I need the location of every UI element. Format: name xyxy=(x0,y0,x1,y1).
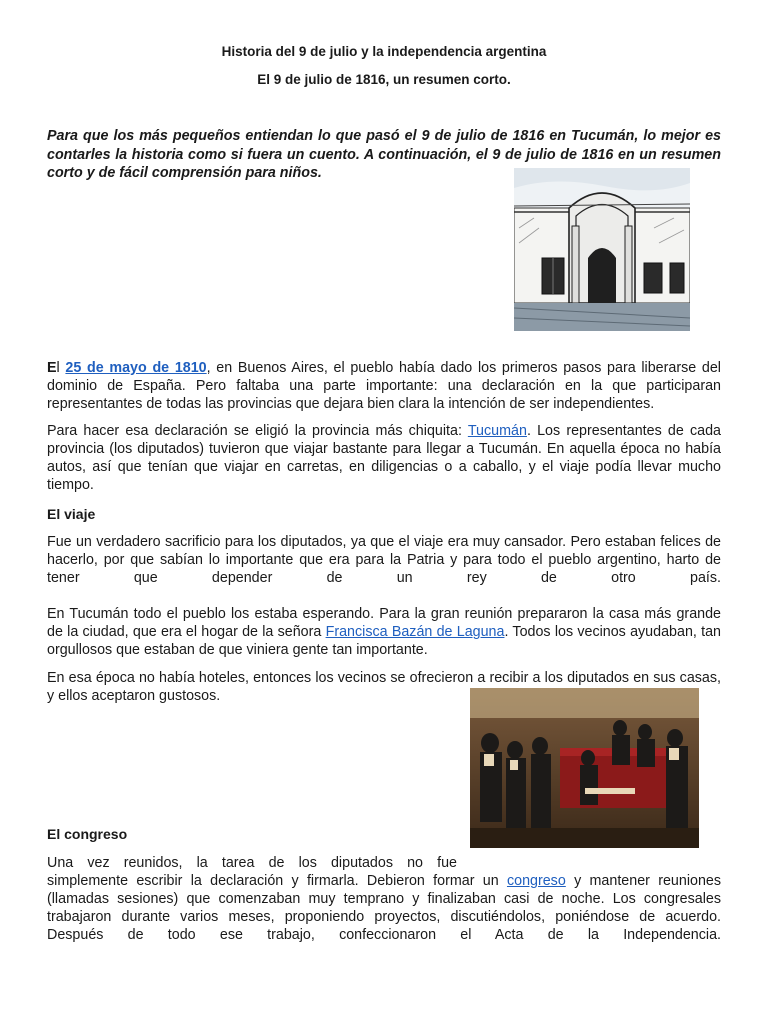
p2-before: Para hacer esa declaración se eligió la provincia más chiquita: xyxy=(47,423,468,439)
paragraph-tucuman xyxy=(47,422,721,494)
paragraph-casa xyxy=(47,605,721,659)
p2-after: . Los representantes de cada provincia (los diputados) tuvieron que viajar bastante para llegar a Tucumán. En aquella época no había autos, así que tenían que viajar en carretas, en diligencias o a caballo, y el viaje podía llevar mucho tiempo. xyxy=(47,423,721,493)
link-25-de-mayo[interactable]: 25 de mayo de 1810 xyxy=(65,360,207,376)
p6-after: y mantener reuniones (llamadas sesiones) que comenzaban muy temprano y finalizaban casi de noche. Los congresales trabajaron durante varios meses, proponiendo proyectos, discutiéndolos, poniéndose de acuerdo. Después de todo ese trabajo, confeccionaron el Acta de la Independencia. xyxy=(47,873,721,943)
heading-el-viaje: El viaje xyxy=(47,506,96,522)
link-tucuman[interactable]: Tucumán xyxy=(467,423,527,439)
congreso-painting xyxy=(470,688,699,848)
p1-text: , en Buenos Aires, el pueblo había dado los primeros pasos para liberarse del dominio de España. Pero faltaba una parte importante: una declaración en la que participaran representantes de todas las provincias que dejara bien clara la intención de ser independientes. xyxy=(47,360,721,412)
paragraph-viaje: Fue un verdadero sacrificio para los diputados, ya que el viaje era muy cansador. Pero estaban felices de hacerlo, por que sabían lo importante que era para la Patria y para todo el pueblo argentino, harto de tener que depender de un rey de otro país. xyxy=(47,534,721,586)
p1-lead: l xyxy=(56,360,66,376)
paragraph-25-mayo xyxy=(47,359,721,413)
p4-before: En Tucumán todo el pueblo los estaba esperando. Para la gran reunión prepararon la casa más grande de la ciudad, que era el hogar de la señora xyxy=(47,606,721,640)
paragraph-congreso xyxy=(47,872,721,944)
paragraph-congreso-line1: Una vez reunidos, la tarea de los diputados no fue xyxy=(47,855,457,871)
page-subtitle: El 9 de julio de 1816, un resumen corto. xyxy=(257,72,511,87)
drop-letter: E xyxy=(47,360,57,376)
p6-before: simplemente escribir la declaración y firmarla. Debieron formar un xyxy=(47,873,507,889)
casa-historica-illustration xyxy=(514,168,690,331)
paragraph-hoteles: En esa época no había hoteles, entonces los vecinos se ofrecieron a recibir a los diputados en sus casas, y ellos aceptaron gustosos. xyxy=(47,670,721,704)
link-francisca-bazan[interactable]: Francisca Bazán de Laguna xyxy=(325,624,505,640)
link-congreso[interactable]: congreso xyxy=(506,873,566,889)
page-title: Historia del 9 de julio y la independencia argentina xyxy=(221,44,547,59)
p4-after: . Todos los vecinos ayudaban, tan orgullosos que estaban de que viniera gente tan importante. xyxy=(47,624,721,658)
intro-paragraph: Para que los más pequeños entiendan lo que pasó el 9 de julio de 1816 en Tucumán, lo mejor es contarles la historia como si fuera un cuento. A continuación, el 9 de julio de 1816 en un resumen corto y de fácil comprensión para niños. xyxy=(47,128,721,181)
heading-el-congreso: El congreso xyxy=(47,826,128,842)
